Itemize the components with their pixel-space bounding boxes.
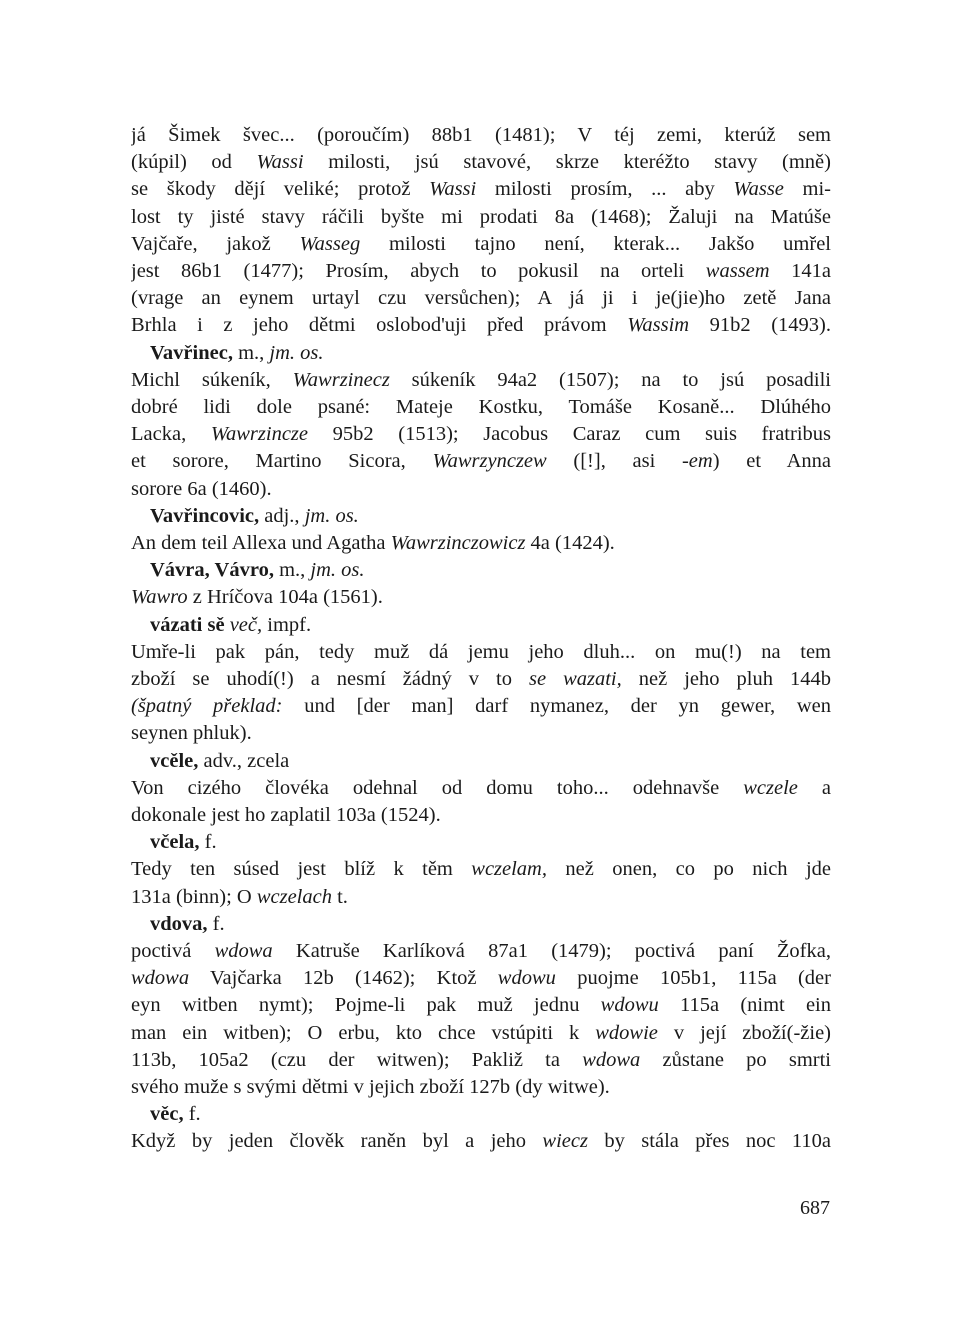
text-line: [131, 284, 831, 312]
text-segment: Vajčarka 12b (1462); Ktož: [189, 967, 498, 990]
text-line: [131, 1127, 831, 1155]
text-line: [131, 774, 831, 802]
text-segment: m.,: [232, 341, 270, 364]
text-segment: Von cizého človéka odehnal od domu toho... odehnavše: [131, 776, 744, 799]
italic-term: wdowu: [600, 994, 659, 1017]
text-segment: eyn witben nymt); Pojme-li pak muž jednu: [131, 994, 601, 1017]
text-line: [131, 1046, 831, 1074]
headword: Vávra, Vávro,: [150, 559, 274, 582]
text-segment: 95b2 (1513); Jacobus Caraz cum suis fratribus: [308, 423, 831, 446]
italic-term: wdowa: [214, 940, 273, 962]
italic-term: wczelach: [256, 885, 332, 908]
text-segment: adj.,: [259, 504, 305, 527]
text-line: [131, 393, 831, 421]
headword: vcěle,: [150, 749, 199, 772]
italic-term: wczelam,: [471, 858, 547, 881]
text-line: [131, 638, 831, 666]
text-segment: adv., zcela: [198, 749, 290, 772]
italic-term: Wassim: [627, 314, 690, 337]
text-segment: 131a (binn); O: [131, 885, 257, 908]
text-line: [131, 366, 831, 394]
italic-term: (špatný překlad:: [131, 695, 283, 718]
text-segment: Tedy ten súsed jest blíž k těm: [131, 858, 472, 881]
text-line: [131, 583, 831, 611]
text-segment: Vajčaře, jakož: [131, 232, 300, 255]
text-segment: Když by jeden člověk raněn byl a jeho: [131, 1130, 543, 1153]
text-segment: impf.: [262, 613, 312, 636]
italic-term: wdowa: [582, 1048, 641, 1071]
text-line: [131, 964, 831, 992]
text-segment: (kúpil) od: [131, 151, 257, 174]
text-segment: zůstane po smrti: [640, 1048, 831, 1071]
italic-term: Wasseg: [299, 232, 361, 255]
text-segment: m.,: [273, 559, 311, 582]
text-segment: et sorore, Martino Sicora,: [131, 450, 433, 473]
italic-term: wczele: [743, 776, 798, 799]
text-segment: svého muže s svými dětmi v jejich zboží 127b (dy witwe).: [131, 1076, 610, 1098]
headword: vdova,: [150, 912, 208, 935]
text-line: [131, 475, 831, 503]
text-segment: und [der man] darf nymanez, der yn gewer, wen: [282, 695, 831, 718]
text-line: [131, 447, 831, 475]
text-segment: já Šimek švec... (poroučím) 88b1 (1481); V téj zemi, kterúž sem: [131, 124, 831, 146]
text-line: [131, 257, 831, 285]
text-segment: Michl súkeník,: [131, 368, 293, 391]
text-line: [131, 311, 831, 339]
italic-term: jm. os.: [304, 504, 359, 527]
text-segment: Lacka,: [131, 423, 211, 446]
text-segment: a: [797, 776, 831, 799]
entry-headword-line: [150, 339, 850, 367]
text-segment: puojme 105b1, 115a (der: [555, 967, 831, 990]
text-segment: t.: [331, 885, 348, 908]
entry-headword-line: [150, 910, 850, 938]
entry-headword-line: [150, 556, 850, 584]
text-segment: ([!], asi: [546, 450, 682, 473]
text-line: [131, 801, 831, 829]
italic-term: Wawrzinczowicz: [390, 532, 526, 554]
text-line: [131, 121, 831, 149]
text-segment: súkeník 94a2 (1507); na to jsú posadili: [389, 368, 831, 391]
text-segment: 91b2 (1493).: [689, 314, 831, 337]
text-segment: ) et Anna: [712, 450, 831, 473]
text-segment: (vrage an eynem urtayl czu versůchen); A já ji i je(jie)ho zetě Jana: [131, 287, 831, 310]
text-segment: než onen, co po nich jde: [547, 858, 831, 881]
text-segment: milosti tajno není, kterak... Jakšo umřel: [360, 232, 831, 255]
text-segment: mi-: [783, 178, 831, 201]
text-line: [131, 692, 831, 720]
italic-term: wdowu: [497, 967, 556, 990]
text-segment: f.: [183, 1103, 201, 1126]
page-number: 687: [800, 1197, 830, 1219]
text-line: [131, 1019, 831, 1047]
text-segment: lost ty jisté stavy ráčili byšte mi prodati 8a (1468); Žaluji na Matúše: [131, 205, 831, 228]
italic-term: Wawrzincze: [210, 423, 309, 446]
text-segment: poctivá: [131, 940, 215, 962]
italic-term: Wawro: [131, 586, 188, 609]
headword: vázati sě: [150, 613, 225, 636]
entry-headword-line: [150, 747, 850, 775]
text-segment: v její zboží(-žie): [657, 1021, 831, 1044]
text-segment: jest 86b1 (1477); Prosím, abych to pokusil na orteli: [131, 260, 706, 282]
italic-term: Wassi: [256, 151, 304, 174]
text-segment: zboží se uhodí(!) a nesmí žádný v to: [131, 668, 529, 690]
text-segment: dokonale jest ho zaplatil 103a (1524).: [131, 804, 441, 826]
text-line: [131, 719, 831, 747]
text-segment: Brhla i z jeho dětmi oslobod'uji před právom: [131, 314, 628, 337]
text-segment: 113b, 105a2 (czu der witwen); Pakliž ta: [131, 1048, 583, 1071]
text-segment: Katruše Karlíková 87a1 (1479); poctivá paní Žofka,: [272, 940, 831, 962]
text-segment: 115a (nimt ein: [658, 994, 831, 1017]
italic-term: jm. os.: [269, 341, 324, 364]
italic-term: Wasse: [733, 178, 784, 201]
text-segment: z Hríčova 104a (1561).: [187, 586, 383, 609]
text-segment: An dem teil Allexa und Agatha: [131, 532, 391, 554]
italic-term: Wawrzinecz: [292, 368, 390, 391]
entry-headword-line: [150, 502, 850, 530]
text-segment: 141a: [769, 260, 831, 282]
text-line: [131, 1073, 831, 1101]
text-line: [131, 937, 831, 965]
headword: věc,: [150, 1103, 184, 1126]
entry-headword-line: [150, 1100, 850, 1128]
text-line: [131, 665, 831, 693]
text-segment: sorore 6a (1460).: [131, 477, 272, 500]
text-segment: milosti, jsú stavové, skrze kteréžto stavy (mně): [303, 151, 831, 174]
text-segment: 4a (1424).: [525, 532, 615, 554]
italic-term: wassem: [705, 260, 770, 282]
italic-term: wiecz: [542, 1130, 588, 1153]
headword: včela,: [150, 831, 200, 854]
headword: Vavřincovic,: [150, 504, 260, 527]
text-line: [131, 175, 831, 203]
text-line: [131, 529, 831, 557]
text-line: [131, 203, 831, 231]
text-segment: f.: [207, 912, 225, 935]
italic-term: -em: [681, 450, 713, 473]
italic-term: Wawrzynczew: [432, 450, 547, 473]
text-line: [131, 148, 831, 176]
text-segment: seynen phluk).: [131, 722, 252, 745]
italic-term: wdowie: [595, 1021, 658, 1044]
text-segment: než jeho pluh 144b: [621, 668, 831, 690]
italic-term: Wassi: [429, 178, 477, 201]
entry-headword-line: [150, 828, 850, 856]
text-segment: f.: [199, 831, 217, 854]
text-segment: milosti prosím, ... aby: [476, 178, 734, 201]
headword: Vavřinec,: [150, 341, 233, 364]
italic-term: wdowa: [131, 967, 190, 990]
italic-term: jm. os.: [310, 559, 365, 582]
entry-headword-line: [150, 611, 850, 639]
text-segment: by stála přes noc 110a: [587, 1130, 831, 1153]
text-line: [131, 420, 831, 448]
text-segment: dobré lidi dole psané: Mateje Kostku, Tomáše Kosaně... Dlúhého: [131, 396, 831, 418]
text-line: [131, 855, 831, 883]
text-line: [131, 230, 831, 258]
text-line: [131, 991, 831, 1019]
text-segment: man ein witben); O erbu, kto chce vstúpiti k: [131, 1021, 596, 1044]
text-line: [131, 883, 831, 911]
italic-term: se wazati,: [528, 668, 622, 690]
text-segment: Umře-li pak pán, tedy muž dá jemu jeho dluh... on mu(!) na tem: [131, 640, 831, 663]
italic-term: več,: [229, 613, 263, 636]
text-segment: se škody dějí veliké; protož: [131, 178, 430, 201]
